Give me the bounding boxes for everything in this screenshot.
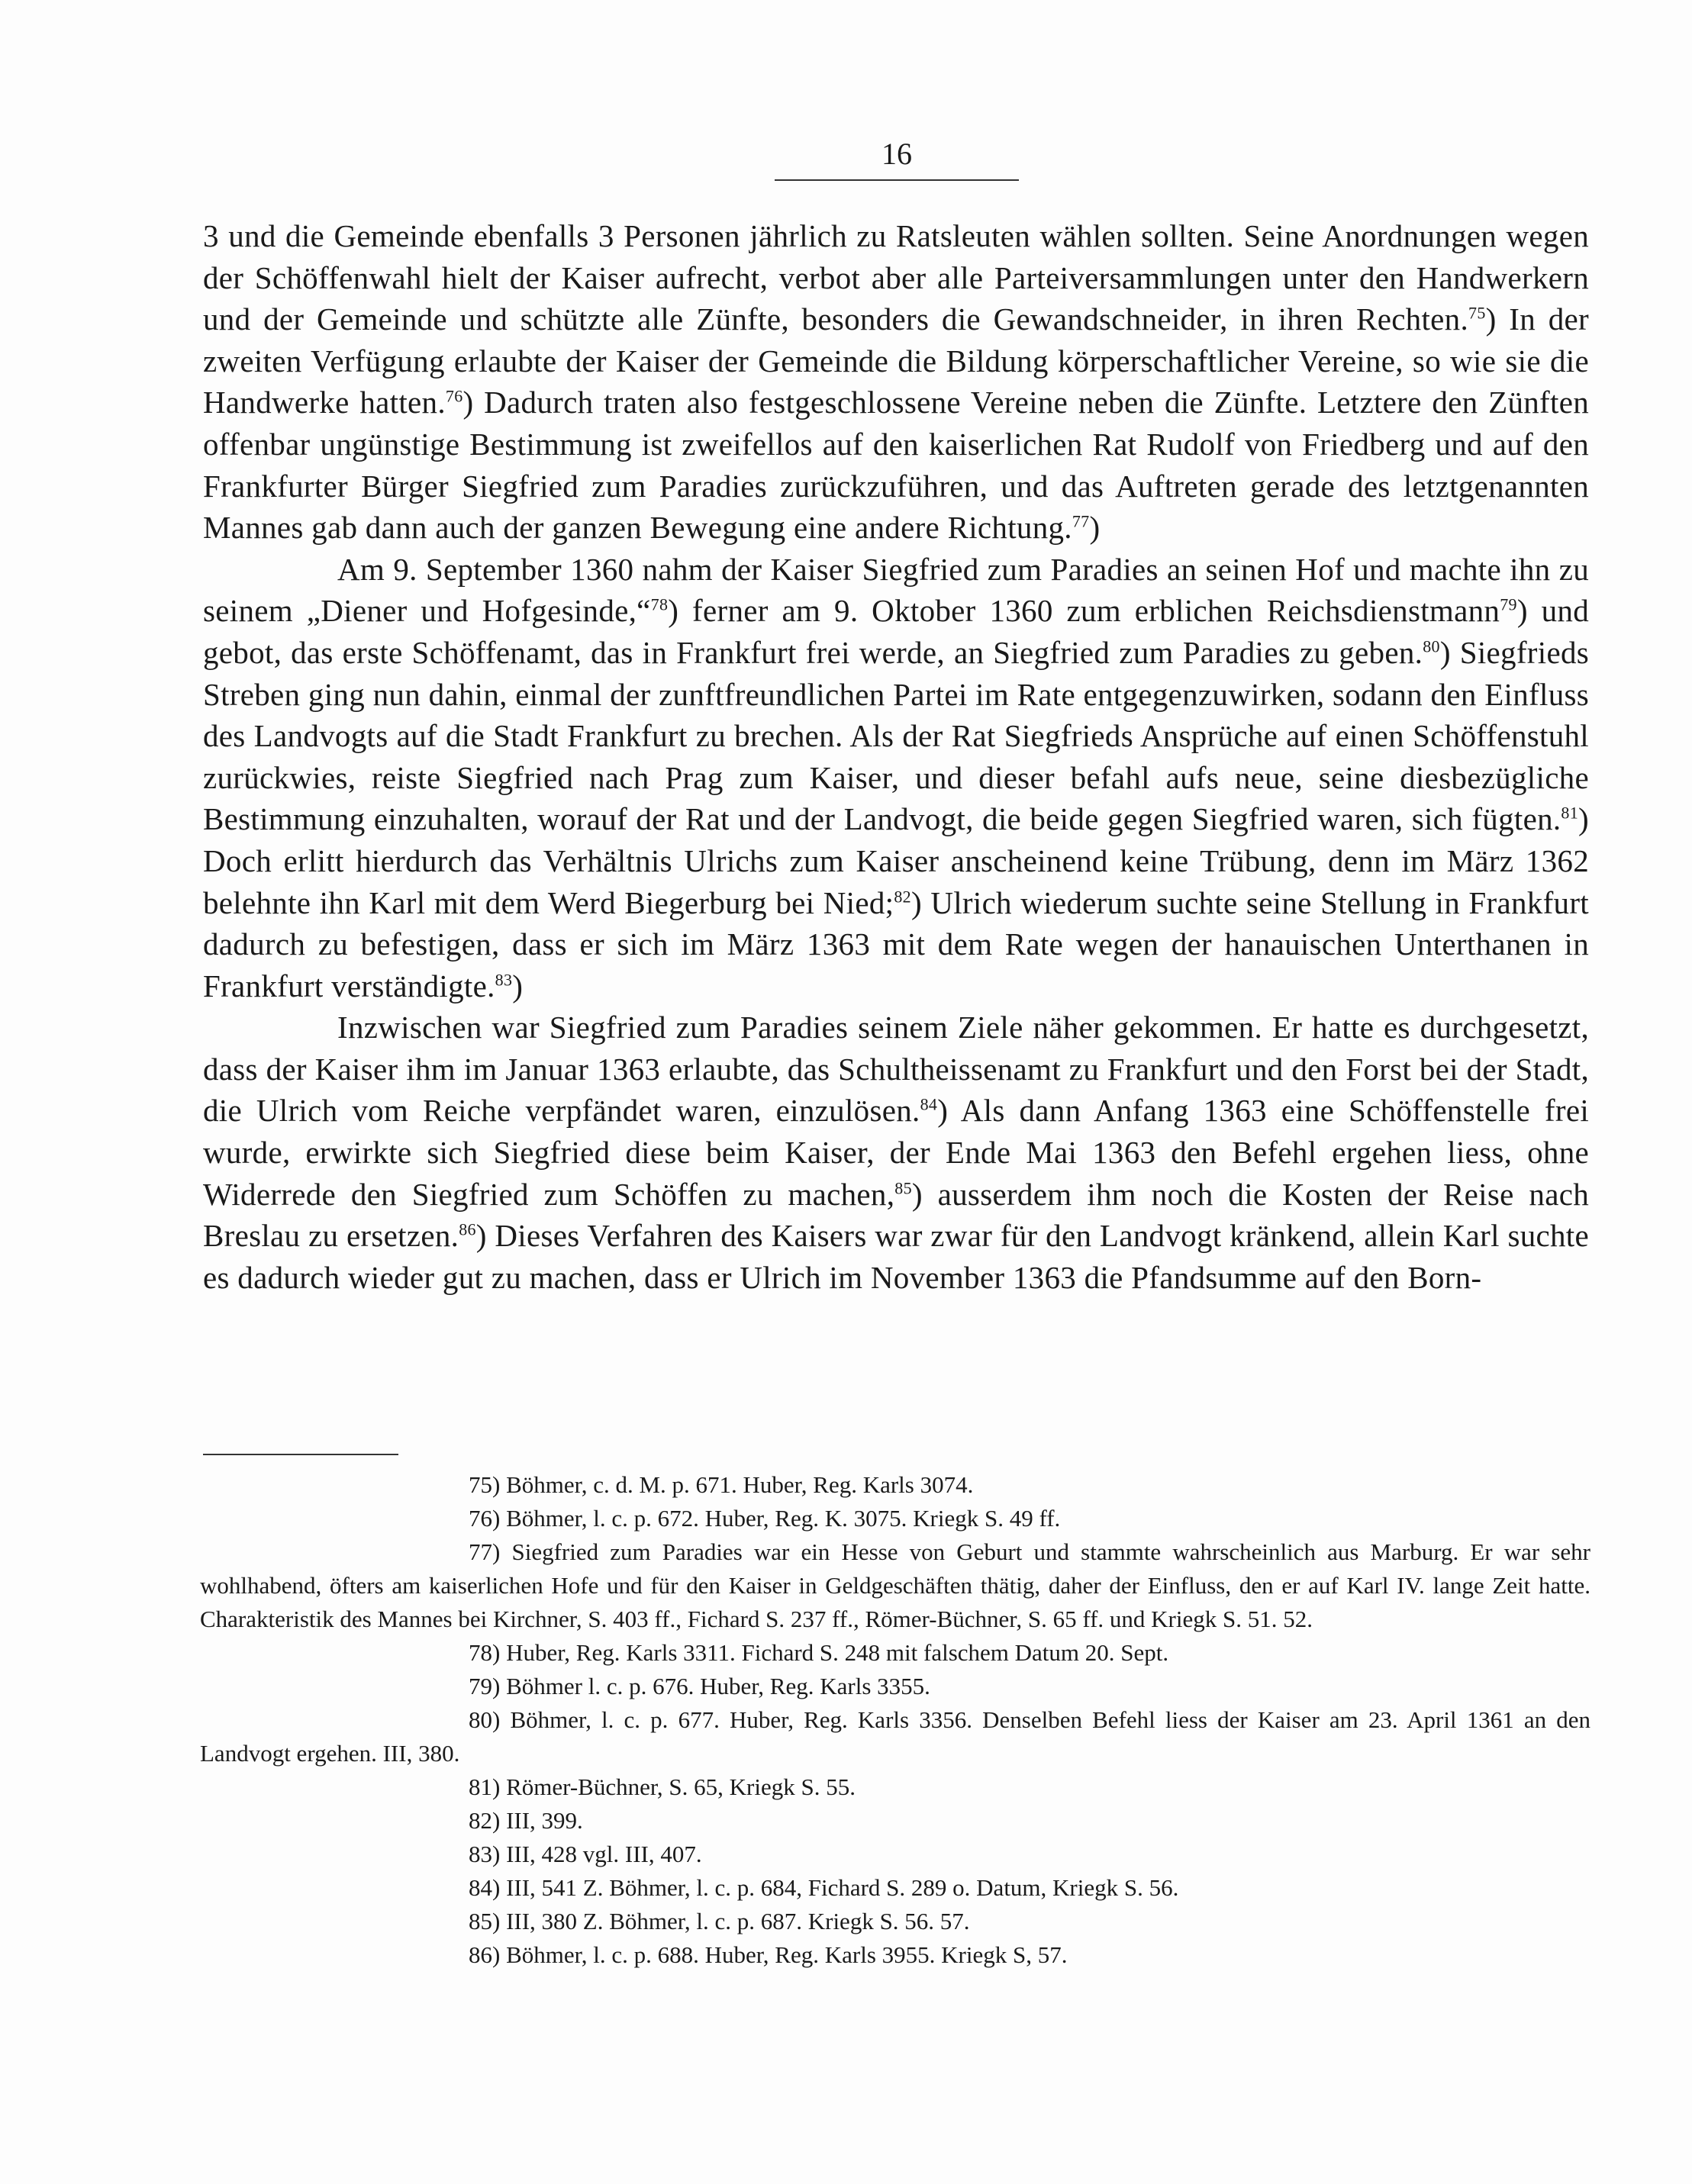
footnote	[200, 1770, 1590, 1804]
footnote-text: III, 428 vgl. III, 407.	[506, 1841, 702, 1867]
footnote-text: Römer-Büchner, S. 65, Kriegk S. 55.	[506, 1773, 856, 1800]
paragraph-text: ) Doch erlitt hierdurch das Verhältnis Ulrichs zum Kaiser anscheinend keine Trübung, denn im März 1362 belehnte ihn Karl mit dem Werd Biegerburg bei Nied;	[203, 801, 1589, 920]
footnote	[200, 1804, 1590, 1838]
footnote	[200, 1502, 1590, 1535]
footnote	[200, 1938, 1590, 1972]
footnote-text: Böhmer, l. c. p. 688. Huber, Reg. Karls 3955. Kriegk S, 57.	[506, 1941, 1068, 1968]
footnote-number: 79)	[469, 1673, 501, 1699]
footnote-text: III, 399.	[506, 1807, 583, 1834]
footnote-rule	[203, 1454, 398, 1455]
paragraph-text: Am 9. September 1360 nahm der Kaiser Siegfried zum Paradies an seinen Hof und machte ihn zu seinem „Diener und Hofgesinde,“	[203, 551, 1589, 629]
footnote-number: 75)	[469, 1471, 501, 1498]
footnote	[200, 1636, 1590, 1670]
paragraph-text: ) und gebot, das erste Schöffenamt, das in Frankfurt frei werde, an Siegfried zum Paradies zu geben.	[203, 593, 1589, 670]
header-rule	[775, 179, 1019, 181]
paragraph-text: ) Dieses Verfahren des Kaisers war zwar für den Landvogt kränkend, allein Karl suchte es dadurch wieder gut zu machen, dass er Ulrich im November 1363 die Pfandsumme auf den Born-	[203, 1218, 1589, 1295]
footnote-text: III, 380 Z. Böhmer, l. c. p. 687. Kriegk S. 56. 57.	[506, 1908, 970, 1934]
footnote-text: Böhmer, c. d. M. p. 671. Huber, Reg. Karls 3074.	[506, 1471, 974, 1498]
paragraph-text: ) Ulrich wiederum suchte seine Stellung in Frankfurt dadurch zu befestigen, dass er sich im März 1363 mit dem Rate wegen der hanauischen Unterthanen in Frankfurt verständigte.	[203, 884, 1589, 1003]
footnote-text: Böhmer, l. c. p. 672. Huber, Reg. K. 3075. Kriegk S. 49 ff.	[506, 1505, 1061, 1532]
footnote-text: III, 541 Z. Böhmer, l. c. p. 684, Fichard S. 289 o. Datum, Kriegk S. 56.	[506, 1874, 1179, 1901]
footnote-number: 85)	[469, 1908, 501, 1934]
footnote-marker: 77	[1072, 511, 1090, 531]
footnote	[200, 1905, 1590, 1938]
paragraph-text: Inzwischen war Siegfried zum Paradies seinem Ziele näher gekommen. Er hatte es durchgesetzt, dass der Kaiser ihm im Januar 1363 erlaubte, das Schultheissenamt zu Frankfurt und den Forst bei der Stadt, die Ulrich vom Reiche verpfändet waren, einzulösen.	[203, 1010, 1589, 1129]
footnote-marker: 84	[920, 1094, 938, 1114]
paragraph-text: ) In der zweiten Verfügung erlaubte der Kaiser der Gemeinde die Bildung körperschaftlicher Vereine, so wie sie die Handwerke hatten.	[203, 301, 1589, 420]
footnote-number: 76)	[469, 1505, 501, 1532]
footnote-text: Böhmer l. c. p. 676. Huber, Reg. Karls 3355.	[506, 1673, 930, 1699]
footnote-marker: 86	[459, 1219, 476, 1239]
footnote	[200, 1871, 1590, 1905]
footnote-number: 86)	[469, 1941, 501, 1968]
footnote-number: 80)	[469, 1706, 501, 1733]
footnote	[200, 1670, 1590, 1703]
footnote-number: 77)	[469, 1538, 501, 1565]
footnote-text: Huber, Reg. Karls 3311. Fichard S. 248 mit falschem Datum 20. Sept.	[506, 1639, 1169, 1666]
footnote-marker: 78	[650, 594, 669, 614]
body-paragraph	[203, 1007, 1589, 1298]
footnote	[200, 1838, 1590, 1871]
footnote-number: 83)	[469, 1841, 501, 1867]
paragraph-text: )	[512, 968, 524, 1003]
footnote-text: Böhmer, l. c. p. 677. Huber, Reg. Karls 3356. Denselben Befehl liess der Kaiser am 23. April 1361 an den Landvogt ergehen. III, 380.	[200, 1706, 1590, 1767]
footnote-number: 81)	[469, 1773, 501, 1800]
paragraph-text: ) Dadurch traten also festgeschlossene Vereine neben die Zünfte. Letztere den Zünften offenbar ungünstige Bestimmung ist zweifellos auf den kaiserlichen Rat Rudolf von Friedberg und auf den Frankfurter Bürger Siegfried zum Paradies zurückzuführen, und das Auftreten gerade des letztgenannten Mannes gab dann auch der ganzen Bewegung eine andere Richtung.	[203, 385, 1589, 546]
footnotes	[200, 1468, 1590, 1972]
page-number: 16	[881, 137, 912, 171]
paragraph-text: ) Siegfrieds Streben ging nun dahin, einmal der zunftfreundlichen Partei im Rate entgegenzuwirken, sodann den Einfluss des Landvogts auf die Stadt Frankfurt zu brechen. Als der Rat Siegfrieds Ansprüche auf einen Schöffenstuhl zurückwies, reiste Siegfried nach Prag zum Kaiser, und dieser befahl aufs neue, seine diesbezügliche Bestimmung einzuhalten, worauf der Rat und der Landvogt, die beide gegen Siegfried waren, sich fügten.	[203, 634, 1589, 837]
footnote-text: Siegfried zum Paradies war ein Hesse von Geburt und stammte wahrscheinlich aus Marburg. Er war sehr wohlhabend, öfters am kaiserlichen Hofe und für den Kaiser in Geldgeschäften thätig, daher der Einfluss, den er auf Karl IV. lange Zeit hatte. Charakteristik des Mannes bei Kirchner, S. 403 ff., Fichard S. 237 ff., Römer-Büchner, S. 65 ff. und Kriegk S. 51. 52.	[200, 1538, 1590, 1632]
paragraph-text: ) ferner am 9. Oktober 1360 zum erblichen Reichsdienstmann	[668, 593, 1500, 629]
footnote-marker: 75	[1468, 303, 1486, 323]
footnote-marker: 79	[1500, 594, 1517, 614]
body-paragraph	[203, 215, 1589, 549]
footnote-marker: 83	[495, 970, 513, 990]
footnote-marker: 85	[894, 1178, 912, 1197]
paragraph-text: ) Als dann Anfang 1363 eine Schöffenstelle frei wurde, erwirkte sich Siegfried diese beim Kaiser, der Ende Mai 1363 den Befehl ergehen liess, ohne Widerrede den Siegfried zum Schöffen zu machen,	[203, 1093, 1590, 1212]
footnote	[200, 1468, 1590, 1502]
footnote-marker: 81	[1561, 803, 1579, 823]
footnote-number: 78)	[469, 1639, 501, 1666]
footnote-number: 82)	[469, 1807, 501, 1834]
paragraph-text: ) ausserdem ihm noch die Kosten der Reise nach Breslau zu ersetzen.	[203, 1176, 1589, 1254]
footnote-marker: 76	[445, 386, 463, 406]
footnote-marker: 80	[1423, 636, 1440, 656]
body-paragraph	[203, 549, 1589, 1007]
paragraph-text: )	[1089, 510, 1101, 546]
paragraph-text: 3 und die Gemeinde ebenfalls 3 Personen jährlich zu Ratsleuten wählen sollten. Seine Anordnungen wegen der Schöffenwahl hielt der Kaiser aufrecht, verbot aber alle Parteiversammlungen unter den Handwerkern und der Gemeinde und schützte alle Zünfte, besonders die Gewandschneider, in ihren Rechten.	[203, 218, 1589, 337]
footnote	[200, 1703, 1590, 1770]
footnote-marker: 82	[894, 886, 911, 906]
body-text	[203, 215, 1589, 1298]
footnote-number: 84)	[469, 1874, 501, 1901]
footnote	[200, 1535, 1590, 1636]
